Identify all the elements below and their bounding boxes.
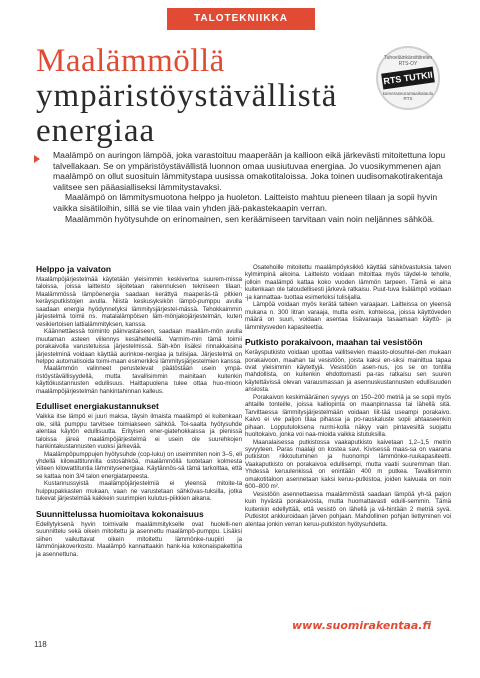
lead-paragraph: Maalämpö on lämmitysmuotona helppo ja huoleton. Laitteisto mahtuu pieneen tilaan ja sopii hyvin vaikka sisätiloihin, sillä se vie tilaa vain yhden jää-pakastekaapin verran. <box>53 192 438 213</box>
lead-arrow-icon <box>34 155 40 163</box>
rts-tutkii-badge <box>376 46 440 110</box>
subheading: Suunnittelussa huomioitava kokonaisuus <box>36 508 204 519</box>
body-paragraph: Maalämmön valinneet perustelevat päätöstään usein ympä-ristöystävällisyydellä, mutta tavallisimmin mainitaan kuitenkin käyttökustannusten edullisuus. Haittapuolena tulee ottaa huo-mioon maalämpöjärjestelmän hankintahinnan kalleus. <box>36 365 242 395</box>
body-paragraph: Käännettäessä toiminto päinvastaiseen, saadaan maalläm-mön avulla muutaman asteen viilennys kesähelteellä. Varmim-min tämä toimii porakaivolla varustetuissa järjestelmissä. Säh-kön lisäksi rinnakkaisina järjestelminä voidaan käyttää aurinkoe-nergiaa ja tulisijaa. Järjestelmä on helppo automatisoida toimi-maan esimerkiksi lämmitysjärjestelmien kanssa. <box>36 328 242 365</box>
section-banner: TALOTEKNIIKKA <box>167 8 315 30</box>
body-paragraph: Maalämpöjärjestelmää käytetään yleisimmin keskivertoa suurem-missa taloissa, joissa laitteisto sijoitetaan rakennuksen tekniseen tilaan. Maalämmössä lämpöenergia saadaan kerättyä maaperäs-tä pitkien keräysputkistojen avulla. Niistä keskusyksikön lämpö-pumppu avulla saadaan energia hyödynnetyksi lämmitysjärjestel-mässä. Tehokkaimmin järjestelmä toimii ns. matalalämpöisen läm-mönjakojärjestelmän, kuten vesikiertoisen lattialämmityksen, kanssa. <box>36 276 242 328</box>
badge-top-text: Tuhoeläinkärsittiirelen RTS-OY <box>383 55 433 67</box>
page-number: 118 <box>34 640 47 649</box>
body-paragraph: Lämpöä voidaan myös kerätä talteen varaajaan. Laitteissa on yleensä mukana n. 300 litran varaaja, mutta esim. kohteissa, joissa käyttöveden määrä on suuri, voidaan asentaa lisävaraaja tasaamaan käyttö- ja lämmitysveden kapasiteettia. <box>245 301 451 331</box>
title-line-3: energiaa <box>36 113 156 149</box>
website-link[interactable]: www.suomirakentaa.fi <box>292 619 432 632</box>
body-paragraph: Kustannussyistä maalämpöjärjestelmiä ei yleensä mitoite-ta huippupakkasten mukaan, vaan ne varustetaan sähkövas-tuksilla, jotka tukevat järjestelmää kaikkein suurimpien kulutus-piikkien aikana. <box>36 480 242 503</box>
body-paragraph: Porakaivon keskimääräinen syvyys on 150–200 metriä ja se sopii myös ahtaille tonteille, joissa kalliopinta on maanpinnassa tai lähellä sitä. Tarvittaessa lämmitysjärjestelmään voidaan liit-tää useampi porakaivo. Kaivo ei vie paljon tilaa pihassa ja po-rauskaluste sopii ahtaaseenkin pihaan. Lopputuloksena nurmi-kolla näkyy vain pintavesiltä suojattu huoltokaivo, jonka voi naa-mioida vaikka istutuksilla. <box>245 393 451 439</box>
body-paragraph: Vesistöön asennettaessa maalämmöstä saadaan lämpöä yh-tä paljon kuin hyvästä porakaivosta, mutta huomattavasti edulli-semmin. Tämä kuitenkin edellyttää, että vesistö on lähellä ja vä-hintään 2 metriä syvä. Putkistot ankkuroidaan järven pohjaan. Mahdollinen pohjan liettyminen voi alentaa jonkin verran keruu-putkiston hyötysuhdetta. <box>245 490 451 528</box>
body-paragraph: Edellytyksenä hyvin toimivalle maalämmitykselle ovat huolelli-nen suunnittelu sekä oikein mitoitettu ja asennettu maalämpö-pumppu. Lisäksi siihen vaikuttavat oikein mitoitettu lämmönke-ruupiiri ja lämmönjakoverkosto. Maalämpö kannattaakin hank-kia kokonaispakettina ja asennettuna. <box>36 520 242 558</box>
lead-paragraph: Maalämpö on auringon lämpöä, joka varastoituu maaperään ja kallioon eikä järkevästi mitoitettuna lopu talvellakaan. Se on ympäristöystävällistä luonnon omaa uusiutuvaa energiaa. Jo vuosikymmenen ajan maalämpö on ollut suosituin lämmitystapa uusissa omakotitaloissa. Joka toinen uudisomakotirakentaja valitsee sen pääasialliseksi lämmitystavaksi. <box>53 150 446 192</box>
title-line-1: Maalämmöllä <box>36 43 225 79</box>
subheading: Helppo ja vaivaton <box>36 264 112 274</box>
article-title <box>36 44 376 149</box>
title-line-2: ympäristöystävällistä <box>36 78 338 114</box>
right-column <box>245 264 451 528</box>
body-paragraph: Osatehoille mitoitettu maalämpöyksikkö käyttää sähkövastuksia talven kylmimpinä aikoina. Laitteisto voidaan mitoittaa myös täydel-le teholle, jolloin maalämpö kattaa koko vuoden lämmön tarpeen. Tämä ei aina kuitenkaan ole taloudellisesti järkevä ratkaisu. Puut-tuva lisälämpö voidaan -ja kannattaa- tuottaa esimerkiksi tulisijalla. <box>245 264 451 301</box>
subheading: Edulliset energiakustannukset <box>36 401 159 412</box>
lead-paragraph: Maalämmön hyötysuhde on erinomainen, sen keräämiseen tarvitaan vain noin neljännes sähköä. <box>65 213 435 224</box>
body-paragraph: Maanalaisessa putkistossa vaakaputkisto kaivetaan 1,2–1,5 metrin syvyyteen. Paras maalaji on kostea savi. Kivisessä maas-sa on vaarana putkiston rikkoutuminen ja huonompi lämmönke-ruukapasiteetti. Vaakaputkisto on porakaivoa edullisempi, mutta vaatii suuremman tilan. Yhdessä keruulenkissä on enintään 400 m putkea. Tavallisimmin omakotitaloon asennetaan kaksi keruu-putkistoa, joiden kaivuala on noin 600–800 m². <box>245 438 451 491</box>
body-paragraph: Keräysputkisto voidaan upottaa vallitsevien maasto-olosuhtei-den mukaan porakaivoon, maahan tai vesistöön, joista kaksi en-siksi mainittua tapaa ovat yleisimmin käytettyjä. Vesistöön asen-nus, jos se on tontilla mahdollista, on kuitenkin ehdottomasti pa-ras ratkaisu sen suuren käytettävissä olevan varausmassan ja asennuskustannusten edullisuuden ansiosta. <box>245 349 451 394</box>
body-paragraph: Vaikka itse lämpö ei juuri maksa, täysin ilmaista maalämpö ei kuitenkaan ole, sillä pumppu tarvitsee toimiakseen sähköä. Toi-saalta hyötysuhde alentaa käytön edullisuutta. Erityisen ener-giatehokkaissa ja pienissä taloissa järeä maalämpöjärjestelmä ei usein ole suurehkojen hankintakustannusten vuoksi järkevää. <box>36 413 242 451</box>
badge-center-text: RTS TUTKII <box>381 66 435 89</box>
body-paragraph: Maalämpöpumppujen hyötysuhde (cop-luku) on useimmiten noin 3–5, eli yhdellä kilowattitunnilla ostosähköä, maalämmöllä tuotetaan kolmesta viiteen kilowattituntia lämmitysenergiaa. Käytännös-sä tämä tarkoittaa, että se kattaa noin 3/4 talon energiatarpeesta. <box>36 450 242 480</box>
subheading: Putkisto porakaivoon, maahan tai vesistöön <box>245 337 423 348</box>
left-column <box>36 264 242 558</box>
badge-bottom-text: kameraseurantaaikataulu RTS <box>382 91 434 101</box>
lead-paragraphs <box>53 150 451 224</box>
